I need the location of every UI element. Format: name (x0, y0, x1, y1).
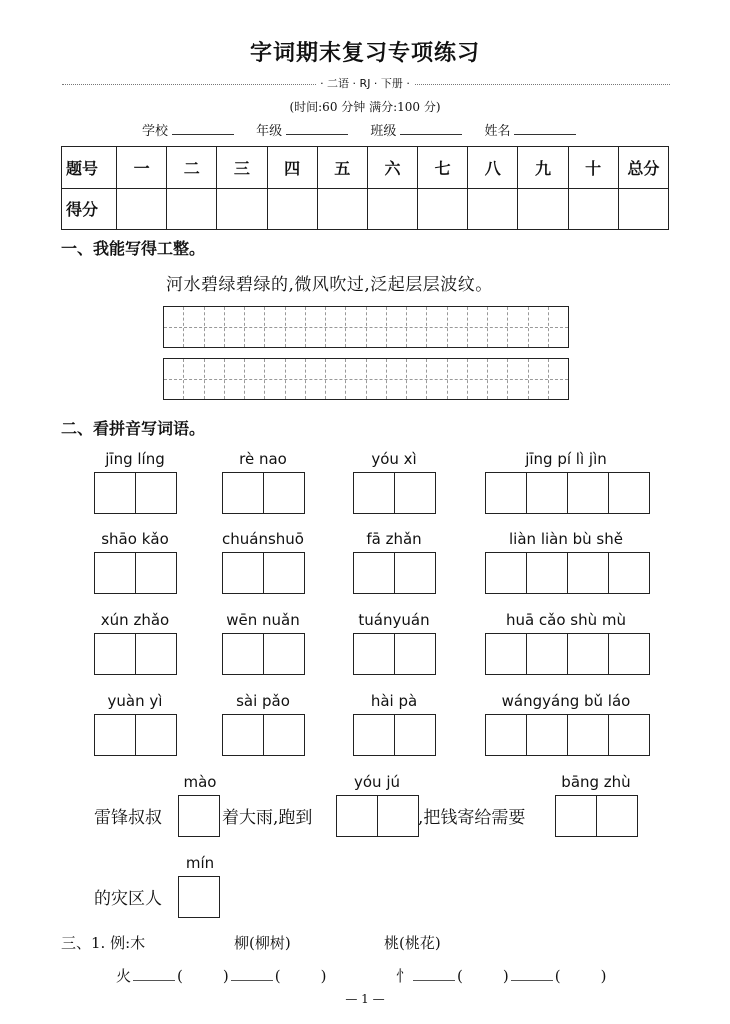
pinyin-label: jīng líng (105, 450, 165, 468)
score-cell[interactable] (267, 188, 317, 230)
pinyin-label: jīng pí lì jìn (525, 450, 607, 468)
sentence-text: ,把钱寄给需要 (418, 808, 526, 828)
class-label: 班级 (370, 124, 397, 139)
tianzige-box[interactable] (353, 552, 436, 594)
pinyin-label: rè nao (239, 450, 287, 468)
score-header-cell: 八 (468, 147, 518, 189)
score-header-cell: 七 (418, 147, 468, 189)
score-cell[interactable] (117, 188, 167, 230)
score-row-label: 得分 (62, 188, 117, 230)
score-header-cell: 四 (267, 147, 317, 189)
answer-blank[interactable] (133, 968, 175, 981)
pinyin-label: yuàn yì (107, 692, 163, 710)
school-blank[interactable] (172, 122, 234, 135)
tianzige-box[interactable] (94, 472, 177, 514)
copy-sentence: 河水碧绿碧绿的,微风吹过,泛起层层波纹。 (166, 275, 493, 295)
name-blank[interactable] (514, 122, 576, 135)
score-value-row (62, 188, 669, 230)
sentence-text: 的灾区人 (94, 889, 162, 909)
score-header-row (62, 147, 669, 189)
tianzige-box[interactable] (222, 633, 305, 675)
pinyin-label: sài pǎo (236, 692, 290, 710)
score-cell[interactable] (568, 188, 618, 230)
student-info (142, 120, 594, 139)
grade-label: 年级 (256, 124, 283, 139)
tianzige-box[interactable] (485, 714, 650, 756)
pinyin-label: xún zhǎo (100, 611, 170, 629)
pinyin-label: mào (183, 773, 217, 791)
score-header-cell: 九 (518, 147, 568, 189)
pinyin-label: tuányuán (358, 611, 430, 629)
score-table (61, 146, 669, 230)
grade-blank[interactable] (286, 122, 348, 135)
tianzige-box[interactable] (94, 633, 177, 675)
pinyin-label: wángyáng bǔ láo (501, 692, 631, 710)
pinyin-label: liàn liàn bù shě (509, 530, 623, 548)
pinyin-label: hài pà (370, 692, 418, 710)
score-cell[interactable] (518, 188, 568, 230)
example-1: 柳(柳树) (234, 934, 291, 952)
writing-grid[interactable] (163, 306, 569, 348)
name-label: 姓名 (484, 124, 511, 139)
page-title: 字词期末复习专项练习 (249, 40, 480, 66)
answer-blank[interactable] (413, 968, 455, 981)
tianzige-box[interactable] (353, 472, 436, 514)
sentence-text: 着大雨,跑到 (222, 808, 313, 828)
tianzige-box[interactable] (94, 714, 177, 756)
score-header-cell: 十 (568, 147, 618, 189)
section-1-heading: 一、我能写得工整。 (61, 239, 206, 258)
radical-label: 忄 (396, 967, 412, 985)
time-info: (时间:60 分钟 满分:100 分) (289, 100, 441, 114)
score-cell[interactable] (468, 188, 518, 230)
score-header-cell: 六 (367, 147, 417, 189)
tianzige-box[interactable] (336, 795, 419, 837)
tianzige-box[interactable] (178, 876, 220, 918)
tianzige-box[interactable] (353, 633, 436, 675)
edition-label: · 二语 · RJ · 下册 · (0, 75, 730, 91)
score-header-cell: 一 (117, 147, 167, 189)
page-number: — 1 — (345, 992, 385, 1006)
radical-heart: 忄 ( ) ( ) (396, 967, 607, 985)
tianzige-box[interactable] (222, 714, 305, 756)
section-3-prefix: 三、1. 例:木 (61, 934, 146, 952)
tianzige-box[interactable] (485, 552, 650, 594)
class-blank[interactable] (400, 122, 462, 135)
tianzige-box[interactable] (222, 472, 305, 514)
tianzige-box[interactable] (94, 552, 177, 594)
tianzige-box[interactable] (485, 633, 650, 675)
writing-grid[interactable] (163, 358, 569, 400)
score-header-cell: 题号 (62, 147, 117, 189)
tianzige-box[interactable] (485, 472, 650, 514)
pinyin-label: mín (185, 854, 215, 872)
score-cell[interactable] (167, 188, 217, 230)
score-header-cell: 总分 (618, 147, 668, 189)
radical-label: 火 (116, 967, 132, 985)
pinyin-label: shāo kǎo (101, 530, 169, 548)
tianzige-box[interactable] (555, 795, 638, 837)
score-cell[interactable] (367, 188, 417, 230)
sentence-text: 雷锋叔叔 (94, 808, 162, 828)
section-2-heading: 二、看拼音写词语。 (61, 419, 206, 438)
tianzige-box[interactable] (222, 552, 305, 594)
score-cell[interactable] (618, 188, 668, 230)
pinyin-label: yóu jú (353, 773, 400, 791)
pinyin-label: yóu xì (371, 450, 417, 468)
score-header-cell: 二 (167, 147, 217, 189)
score-cell[interactable] (317, 188, 367, 230)
score-cell[interactable] (418, 188, 468, 230)
pinyin-label: wēn nuǎn (226, 611, 300, 629)
pinyin-label: chuánshuō (222, 530, 304, 548)
pinyin-label: bāng zhù (561, 773, 631, 791)
answer-blank[interactable] (231, 968, 273, 981)
answer-blank[interactable] (511, 968, 553, 981)
school-label: 学校 (142, 124, 169, 139)
score-header-cell: 三 (217, 147, 267, 189)
score-header-cell: 五 (317, 147, 367, 189)
score-cell[interactable] (217, 188, 267, 230)
pinyin-label: huā cǎo shù mù (505, 611, 627, 629)
tianzige-box[interactable] (178, 795, 220, 837)
example-2: 桃(桃花) (384, 934, 441, 952)
radical-fire: 火 ( ) ( ) (116, 967, 327, 985)
pinyin-label: fā zhǎn (366, 530, 422, 548)
tianzige-box[interactable] (353, 714, 436, 756)
